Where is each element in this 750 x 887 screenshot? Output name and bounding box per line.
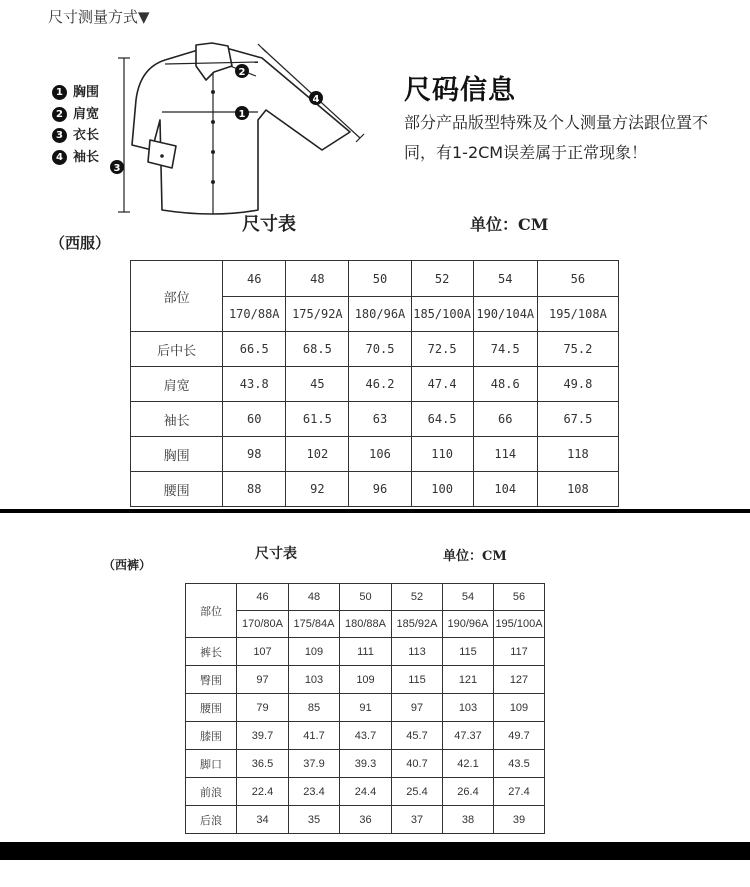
table-cell: 118	[537, 437, 618, 472]
row-label: 膝围	[186, 722, 237, 750]
table-cell: 66	[473, 402, 537, 437]
table-cell: 37	[392, 806, 443, 834]
suit-size-table	[130, 260, 619, 507]
suit-section-label: （西服）	[50, 234, 111, 252]
marker-sleeve-label: 4	[312, 94, 320, 105]
table-row	[131, 437, 619, 472]
table-cell: 102	[286, 437, 349, 472]
table-cell: 64.5	[411, 402, 473, 437]
table-cell: 107	[237, 638, 289, 666]
table-cell: 66.5	[223, 332, 286, 367]
row-label: 前浪	[186, 778, 237, 806]
table-cell: 121	[443, 666, 494, 694]
table-cell: 97	[237, 666, 289, 694]
table-cell: 23.4	[289, 778, 340, 806]
table-cell: 70.5	[349, 332, 411, 367]
table-cell: 96	[349, 472, 411, 507]
size-header: 48	[286, 261, 349, 297]
table-cell: 74.5	[473, 332, 537, 367]
number-4-icon: 4	[52, 150, 67, 165]
table-cell: 68.5	[286, 332, 349, 367]
table-cell: 36.5	[237, 750, 289, 778]
table-cell: 113	[392, 638, 443, 666]
size-header: 56	[537, 261, 618, 297]
table-row	[131, 332, 619, 367]
row-label: 腰围	[131, 472, 223, 507]
spec-header: 170/88A	[223, 297, 286, 332]
table-cell: 104	[473, 472, 537, 507]
trousers-unit: 单位：CM	[443, 549, 507, 564]
table-row	[131, 402, 619, 437]
table-cell: 45.7	[392, 722, 443, 750]
row-label: 腰围	[186, 694, 237, 722]
table-cell: 35	[289, 806, 340, 834]
table-cell: 75.2	[537, 332, 618, 367]
table-row	[131, 367, 619, 402]
legend-sleeve: 4 袖长	[52, 146, 99, 165]
table-row	[186, 694, 545, 722]
measure-heading: 尺寸测量方式▼	[48, 8, 150, 26]
table-cell: 43.5	[494, 750, 545, 778]
table-cell: 91	[340, 694, 392, 722]
spec-header: 190/96A	[443, 611, 494, 638]
table-cell: 24.4	[340, 778, 392, 806]
legend-shoulder: 2 肩宽	[52, 103, 99, 122]
table-cell: 111	[340, 638, 392, 666]
section-divider	[0, 509, 750, 513]
size-header: 52	[392, 584, 443, 611]
table-cell: 39	[494, 806, 545, 834]
table-cell: 39.3	[340, 750, 392, 778]
table-cell: 103	[289, 666, 340, 694]
shirt-button	[211, 120, 215, 124]
row-label: 脚口	[186, 750, 237, 778]
number-2-icon: 2	[52, 107, 67, 122]
table-cell: 98	[223, 437, 286, 472]
table-row	[186, 638, 545, 666]
table-cell: 61.5	[286, 402, 349, 437]
table-cell: 117	[494, 638, 545, 666]
table-cell: 40.7	[392, 750, 443, 778]
table-cell: 36	[340, 806, 392, 834]
table-cell: 48.6	[473, 367, 537, 402]
size-header: 50	[349, 261, 411, 297]
table-cell: 92	[286, 472, 349, 507]
part-header: 部位	[186, 584, 237, 638]
table-cell: 25.4	[392, 778, 443, 806]
row-label: 后浪	[186, 806, 237, 834]
shirt-button	[211, 180, 215, 184]
suit-unit: 单位：CM	[470, 215, 549, 234]
trousers-size-table	[185, 583, 545, 834]
spec-header: 175/92A	[286, 297, 349, 332]
table-cell: 63	[349, 402, 411, 437]
table-cell: 43.8	[223, 367, 286, 402]
table-cell: 41.7	[289, 722, 340, 750]
shirt-diagram	[100, 35, 380, 220]
marker-shoulder-label: 2	[238, 67, 246, 78]
table-cell: 37.9	[289, 750, 340, 778]
trousers-table-title: 尺寸表	[255, 546, 297, 562]
row-label: 胸围	[131, 437, 223, 472]
size-header: 46	[237, 584, 289, 611]
bottom-band	[0, 842, 750, 860]
table-cell: 22.4	[237, 778, 289, 806]
spec-header: 190/104A	[473, 297, 537, 332]
table-cell: 39.7	[237, 722, 289, 750]
table-cell: 49.8	[537, 367, 618, 402]
spec-header: 185/100A	[411, 297, 473, 332]
spec-header: 170/80A	[237, 611, 289, 638]
spec-header: 180/88A	[340, 611, 392, 638]
table-row	[186, 666, 545, 694]
size-header: 56	[494, 584, 545, 611]
table-cell: 43.7	[340, 722, 392, 750]
spec-header: 195/108A	[537, 297, 618, 332]
table-cell: 103	[443, 694, 494, 722]
table-cell: 110	[411, 437, 473, 472]
table-cell: 27.4	[494, 778, 545, 806]
table-cell: 88	[223, 472, 286, 507]
table-cell: 85	[289, 694, 340, 722]
table-cell: 45	[286, 367, 349, 402]
size-header: 50	[340, 584, 392, 611]
part-header: 部位	[131, 261, 223, 332]
table-cell: 115	[392, 666, 443, 694]
table-cell: 108	[537, 472, 618, 507]
table-cell: 42.1	[443, 750, 494, 778]
suit-table-title: 尺寸表	[242, 214, 296, 235]
table-row	[186, 778, 545, 806]
table-cell: 46.2	[349, 367, 411, 402]
table-cell: 34	[237, 806, 289, 834]
shirt-button	[211, 150, 215, 154]
table-row	[186, 806, 545, 834]
row-label: 臀围	[186, 666, 237, 694]
info-text: 部分产品版型特殊及个人测量方法跟位置不同，有1-2CM误差属于正常现象！	[404, 113, 709, 162]
table-row	[186, 750, 545, 778]
size-header: 52	[411, 261, 473, 297]
table-cell: 79	[237, 694, 289, 722]
size-header: 54	[473, 261, 537, 297]
table-cell: 106	[349, 437, 411, 472]
legend-length: 3 衣长	[52, 124, 99, 143]
table-cell: 47.37	[443, 722, 494, 750]
table-cell: 127	[494, 666, 545, 694]
row-label: 裤长	[186, 638, 237, 666]
table-cell: 38	[443, 806, 494, 834]
row-label: 肩宽	[131, 367, 223, 402]
info-title: 尺码信息	[404, 75, 516, 106]
table-cell: 100	[411, 472, 473, 507]
table-cell: 115	[443, 638, 494, 666]
table-cell: 67.5	[537, 402, 618, 437]
marker-chest-label: 1	[238, 109, 246, 120]
table-cell: 109	[494, 694, 545, 722]
spec-header: 180/96A	[349, 297, 411, 332]
table-cell: 114	[473, 437, 537, 472]
spec-header: 185/92A	[392, 611, 443, 638]
spec-header: 195/100A	[494, 611, 545, 638]
size-header: 46	[223, 261, 286, 297]
number-3-icon: 3	[52, 128, 67, 143]
row-label: 后中长	[131, 332, 223, 367]
trousers-section-label: （西裤）	[103, 558, 152, 572]
table-cell: 26.4	[443, 778, 494, 806]
spec-header: 175/84A	[289, 611, 340, 638]
table-row	[131, 472, 619, 507]
table-cell: 72.5	[411, 332, 473, 367]
shirt-button	[211, 90, 215, 94]
table-row	[186, 722, 545, 750]
cuff-button	[160, 154, 164, 158]
table-cell: 97	[392, 694, 443, 722]
number-1-icon: 1	[52, 85, 67, 100]
table-cell: 109	[289, 638, 340, 666]
table-cell: 47.4	[411, 367, 473, 402]
size-header: 48	[289, 584, 340, 611]
size-header: 54	[443, 584, 494, 611]
legend-chest: 1 胸围	[52, 81, 99, 100]
table-cell: 49.7	[494, 722, 545, 750]
row-label: 袖长	[131, 402, 223, 437]
table-cell: 60	[223, 402, 286, 437]
table-cell: 109	[340, 666, 392, 694]
marker-length-label: 3	[113, 163, 121, 174]
